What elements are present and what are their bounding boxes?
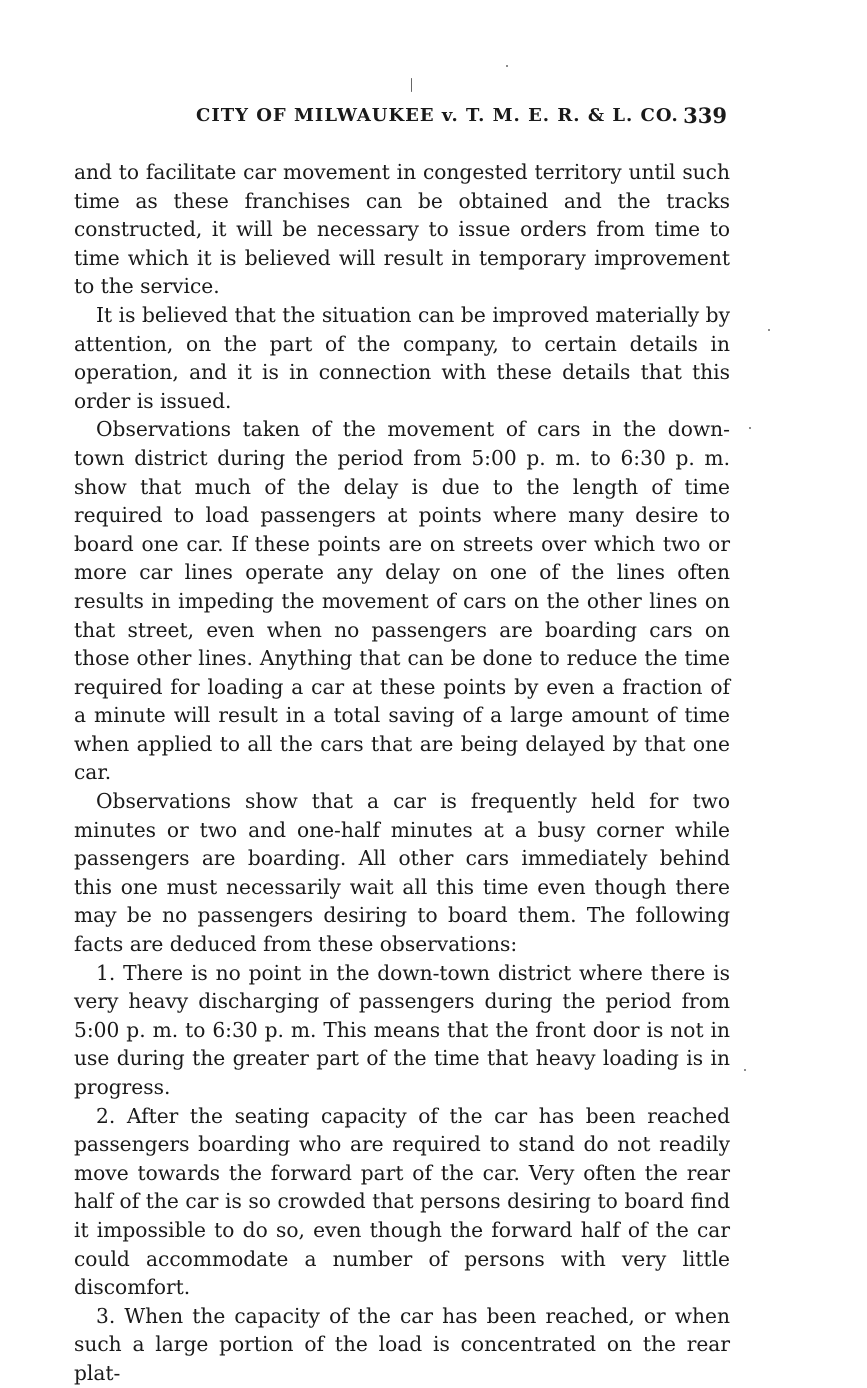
list-item-number: 3.	[96, 1303, 116, 1328]
list-item-text: After the seating capacity of the car has been reached passengers boarding who are required to stand do not readily move towards the forward part of the car. Very often the rear half of the car is so crowded that persons desiring to board find it impossible to do so, even though the forward half of the car could accommodate a number of persons with very little discomfort.	[74, 1103, 731, 1300]
paragraph: Observations show that a car is frequently held for two minutes or two and one-half minutes at a busy corner while passengers are boarding. All other cars immediately behind this one must necessarily wait all this time even though there may be no passengers desiring to board them. The following facts are deduced from these observations:	[74, 789, 730, 957]
list-item-number: 1.	[96, 960, 116, 985]
page-number: 339	[683, 103, 727, 128]
list-item	[74, 1102, 730, 1302]
paragraph: It is believed that the situation can be improved materially by attention, on the part of the company, to certain details in operation, and it is in connection with these details that this order is issued.	[74, 302, 730, 413]
running-header	[0, 101, 867, 131]
list-item	[74, 1302, 730, 1388]
scan-speck	[411, 78, 412, 92]
list-item-text: When the capacity of the car has been reached, or when such a large portion of the load is concentrated on the rear plat-	[74, 1303, 731, 1385]
list-item-text: There is no point in the down-town district where there is very heavy discharging of passengers during the period from 5:00 p. m. to 6:30 p. m. This means that the front door is not in use during the greater part of the time that heavy loading is in progress.	[74, 960, 730, 1099]
list-item	[74, 959, 730, 1102]
running-title: CITY OF MILWAUKEE v. T. M. E. R. & L. CO.	[196, 105, 679, 126]
scan-speck	[744, 1069, 746, 1071]
paragraph: and to facilitate car movement in congested territory until such time as these franchises can be obtained and the tracks constructed, it will be necessary to issue orders from time to time which it is believed will result in temporary improvement to the service.	[74, 160, 730, 299]
scan-speck	[768, 329, 770, 331]
scan-speck	[506, 65, 508, 67]
body-text	[74, 158, 730, 1388]
paragraph: Observations taken of the movement of cars in the down-town district during the period from 5:00 p. m. to 6:30 p. m. show that much of the delay is due to the length of time required to load passengers at points where many desire to board one car. If these points are on streets over which two or more car lines operate any delay on one of the lines often results in impeding the movement of cars on the other lines on that street, even when no passengers are boarding cars on those other lines. Anything that can be done to reduce the time required for loading a car at these points by even a fraction of a minute will result in a total saving of a large amount of time when applied to all the cars that are being delayed by that one car.	[74, 417, 730, 785]
list-item-number: 2.	[96, 1103, 116, 1128]
scan-speck	[749, 427, 751, 429]
